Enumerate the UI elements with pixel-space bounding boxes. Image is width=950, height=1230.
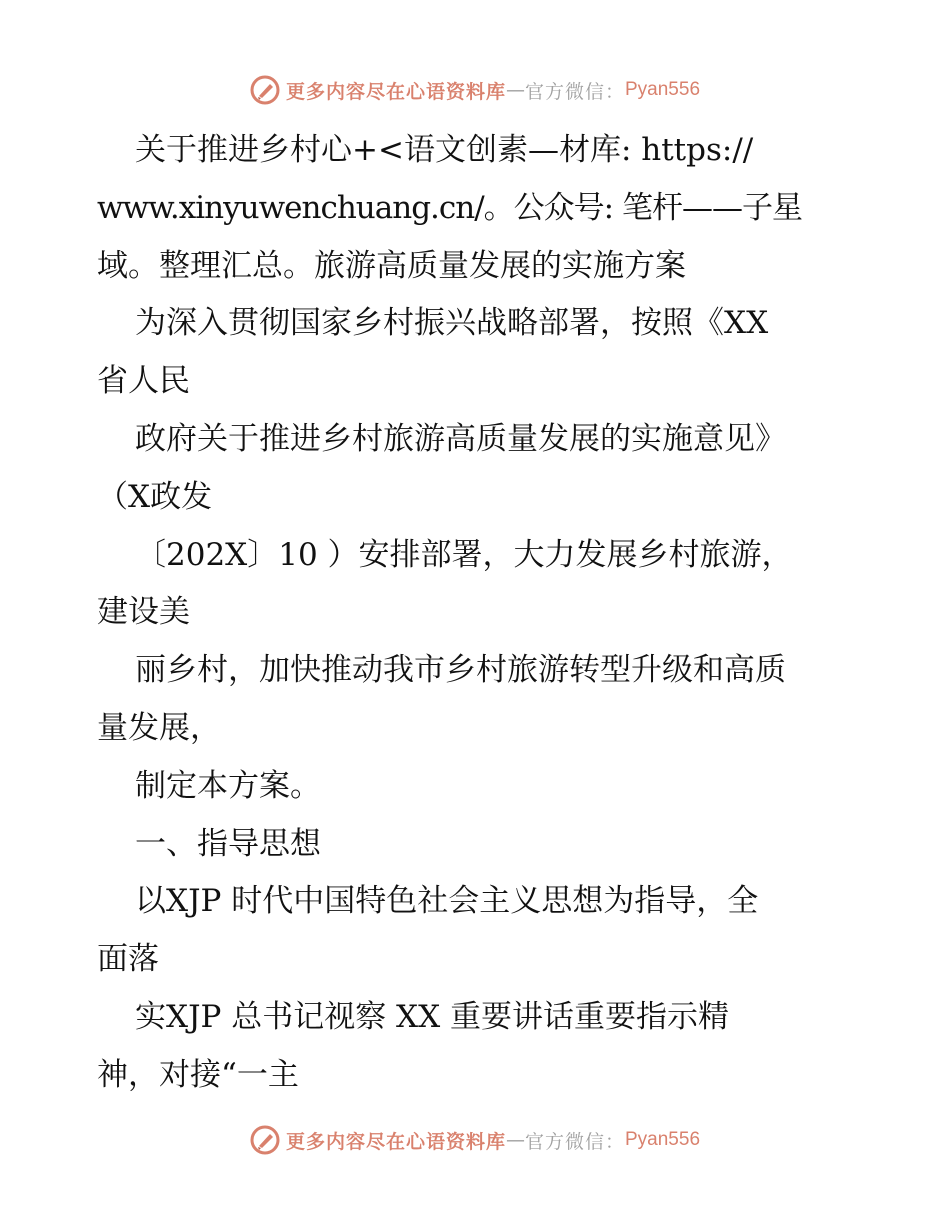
pen-logo-icon [250, 75, 280, 105]
banner-wechat-label: 官方微信： [524, 80, 625, 103]
banner-wechat-id: Pyan556 [625, 1129, 701, 1150]
banner-separator: — [505, 79, 525, 101]
text-line: www.xinyuwenchuang.cn/。公众号: 笔杆——子星 [97, 189, 802, 226]
text-line: 省人民 [97, 363, 190, 400]
banner-wechat-label: 官方微信： [524, 1130, 625, 1153]
text-line: 为深入贯彻国家乡村振兴战略部署，按照《XX [135, 305, 769, 342]
text-line: 制定本方案。 [135, 767, 321, 804]
text-line: 丽乡村，加快推动我市乡村旅游转型升级和高质 [135, 652, 786, 689]
banner-title: 更多内容尽在心语资料库 [285, 1130, 506, 1153]
pen-logo-icon [250, 1125, 280, 1155]
footer-watermark-banner [0, 1120, 950, 1160]
banner-wechat-id: Pyan556 [625, 79, 701, 100]
text-line: 实XJP 总书记视察 XX 重要讲话重要指示精 [135, 998, 730, 1035]
text-line: 域。整理汇总。旅游高质量发展的实施方案 [97, 247, 686, 284]
text-line: 建设美 [97, 594, 190, 631]
text-line: 以XJP 时代中国特色社会主义思想为指导，全 [135, 883, 759, 920]
banner-separator: — [505, 1129, 525, 1151]
text-line: 神，对接“一主 [97, 1056, 299, 1093]
text-line: 面落 [97, 941, 159, 978]
text-line: 〔202X〕10 ）安排部署，大力发展乡村旅游， [135, 536, 793, 573]
text-line: （X政发 [97, 478, 213, 515]
header-watermark-banner [0, 70, 950, 110]
text-line: 关于推进乡村心+<语文创素—材库: https:// [135, 132, 754, 168]
banner-title: 更多内容尽在心语资料库 [285, 80, 506, 103]
document-body [97, 122, 857, 1105]
text-line: 量发展， [97, 709, 221, 746]
text-line: 政府关于推进乡村旅游高质量发展的实施意见》 [135, 420, 786, 457]
section-heading: 一、指导思想 [135, 825, 321, 862]
